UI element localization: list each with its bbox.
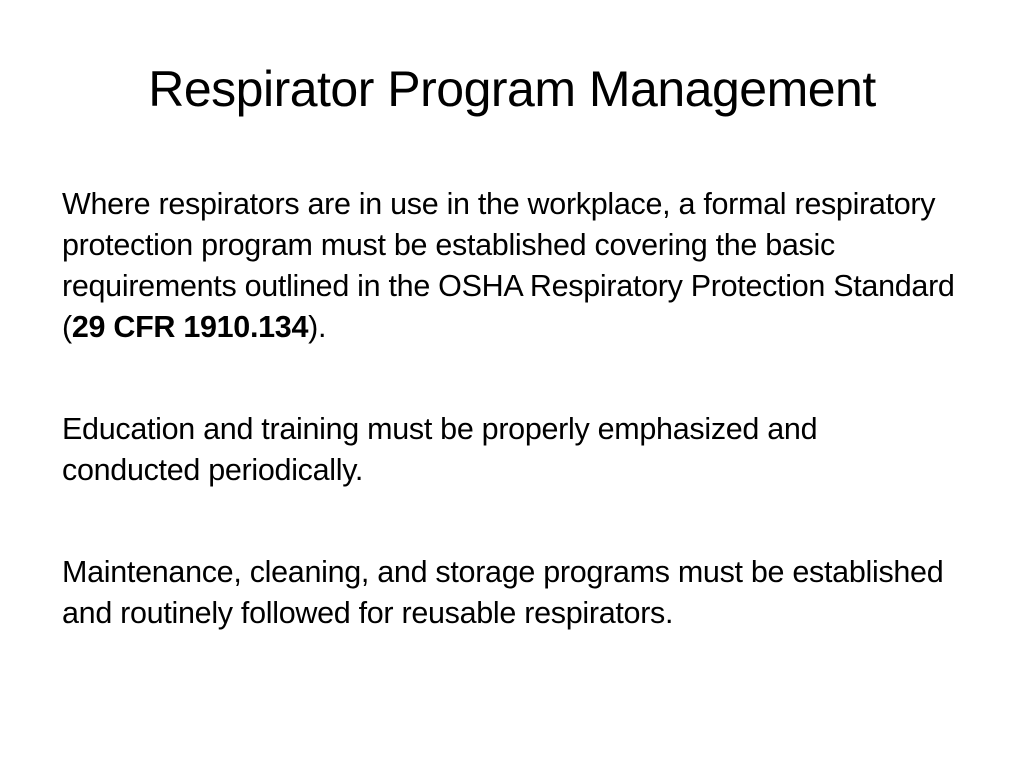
paragraph-education-training: Education and training must be properly emphasized and conducted periodically.: [62, 412, 818, 487]
paragraph-maintenance: Maintenance, cleaning, and storage programs must be established and routinely followed for reusable respirators.: [62, 555, 944, 630]
regulation-citation: 29 CFR 1910.134: [71, 310, 309, 344]
slide-body: [62, 184, 962, 695]
slide-title: Respirator Program Management: [148, 61, 876, 117]
paragraph-respiratory-program: [62, 184, 962, 348]
paragraph-text: Where respirators are in use in the workplace, a formal respiratory protection program must be established covering the basic requirements outlined in the OSHA Respiratory Protection Standard (: [62, 187, 955, 344]
paragraph-text-end: ).: [308, 310, 327, 344]
